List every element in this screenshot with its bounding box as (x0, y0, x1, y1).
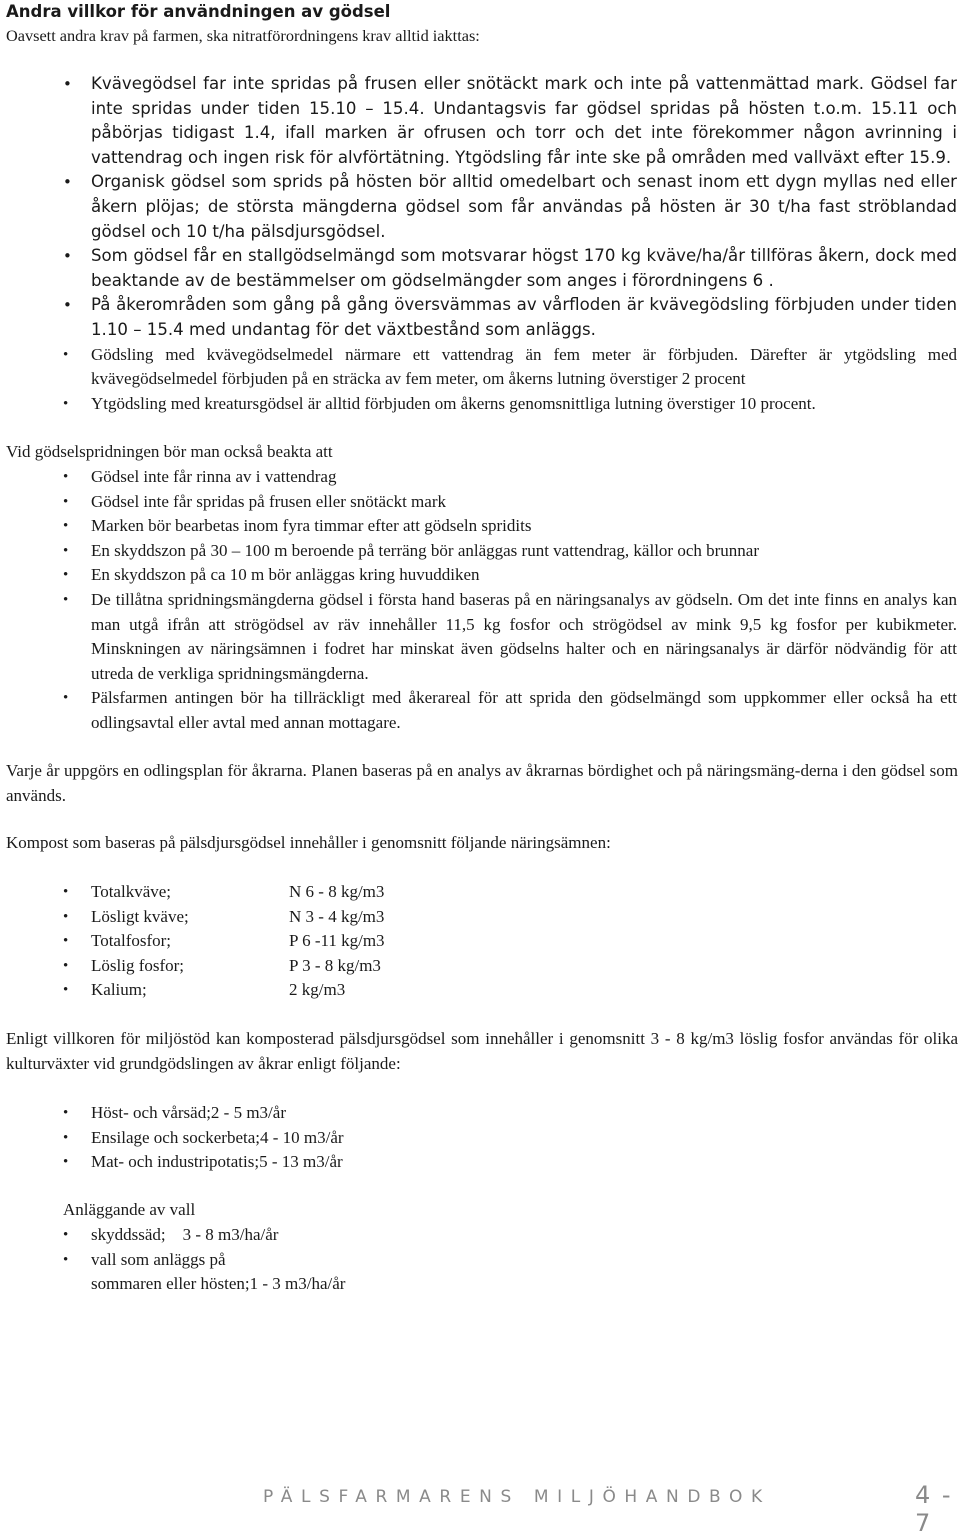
page-number: 4 - 7 (915, 1481, 953, 1537)
bullet-icon: • (63, 1227, 69, 1243)
cultivation-plan-paragraph: Varje år uppgörs en odlingsplan för åkrarna. Planen baseras på en analys av åkrarnas bördighet och på näringsmäng-derna i den gödsel som används. (6, 761, 958, 805)
page-heading: Andra villkor för användningen av gödsel (6, 2, 391, 21)
vall-dosage-list (63, 1223, 345, 1297)
list-item: • Kalium; 2 kg/m3 (63, 978, 385, 1003)
bullet-icon: • (63, 518, 69, 535)
list-item: • Pälsfarmen antingen bör ha tillräckligt med åkerareal för att sprida den gödselmängd som uppkommer eller också ha ett odlingsavtal eller avtal med annan mottagare. (63, 688, 957, 732)
list-item: • Ensilage och sockerbeta;4 - 10 m3/år (63, 1126, 344, 1151)
bullet-icon: • (63, 982, 69, 999)
list-item: sommaren eller hösten;1 - 3 m3/ha/år (91, 1274, 346, 1294)
list-item: • Gödsling med kvävegödselmedel närmare ett vattendrag än fem meter är förbjuden. Därefter är ytgödsling med kvävegödselmedel förbjuden på en sträcka av fem meter, om åkerns lutning överstiger 2 procent (63, 344, 957, 389)
list-item: • vall som anläggs på (63, 1248, 345, 1273)
bullet-icon: • (63, 1105, 69, 1121)
list-item: • Gödsel inte får rinna av i vattendrag (63, 465, 957, 490)
bullet-icon: • (63, 542, 69, 559)
list-item: • Totalkväve; N 6 - 8 kg/m3 (63, 880, 385, 905)
list-item: • Totalfosfor; P 6 -11 kg/m3 (63, 929, 385, 954)
bullet-icon: • (63, 884, 69, 900)
environmental-terms-paragraph: Enligt villkoren för miljöstöd kan komposterad pälsdjursgödsel som innehåller i genomsnitt 3 - 8 kg/m3 löslig fosfor användas för olika kulturväxter vid grundgödslingen av åkrar enligt följande: (6, 1029, 958, 1073)
bullet-icon: • (63, 346, 69, 363)
bullet-icon: • (63, 591, 69, 608)
bullet-icon: • (63, 493, 69, 510)
bullet-icon: • (63, 957, 69, 974)
bullet-icon: • (63, 690, 69, 707)
list-item: • Gödsel inte får spridas på frusen eller snötäckt mark (63, 490, 957, 515)
list-item: • Kvävegödsel far inte spridas på frusen eller snötäckt mark och inte på vattenmättad mark. Gödsel far inte spridas under tiden 15.10 – 15.4. Undantagsvis far gödsel spridas på hösten t.o.m. 15.11 och påbörjas tidigast 1.4, ifall marken är ofrusen och torr och det inte förekommer någon avrinning i vattendrag och ingen risk för alvförtätning. Ytgödsling får inte ske på områden med vallväxt efter 15.9. (63, 74, 957, 167)
list-item: • Marken bör bearbetas inom fyra timmar efter att gödseln spridits (63, 514, 957, 539)
crop-dosage-list (63, 1101, 344, 1175)
bullet-icon: • (63, 75, 72, 93)
list-item: • En skyddszon på ca 10 m bör anläggas kring huvuddiken (63, 563, 957, 588)
bullet-icon: • (63, 1251, 69, 1268)
bullet-icon: • (63, 469, 69, 485)
bullet-icon: • (63, 395, 69, 412)
bullet-icon: • (63, 296, 72, 315)
footer-title: PÄLSFARMARENS MILJÖHANDBOK (263, 1487, 771, 1507)
list-item: • Lösligt kväve; N 3 - 4 kg/m3 (63, 905, 385, 930)
list-item: • Som gödsel får en stallgödselmängd som motsvarar högst 170 kg kväve/ha/år tillföras åkern, dock med beaktande av de bestämmelser om gödselmängder som anges i förordningens 6 . (63, 246, 957, 290)
list-item: • En skyddszon på 30 – 100 m beroende på terräng bör anläggas runt vattendrag, källor och brunnar (63, 539, 957, 564)
nutrient-list (63, 880, 385, 1003)
list-item: • Ytgödsling med kreatursgödsel är alltid förbjuden om åkerns genomsnittliga lutning överstiger 10 procent. (63, 392, 957, 417)
list-item: • Organisk gödsel som sprids på hösten bör alltid omedelbart och senast inom ett dygn myllas ned eller åkern plöjas; de största mängderna gödsel som får användas på hösten är 30 t/ha fast ströblandad gödsel och 10 t/ha pälsdjursgödsel. (63, 172, 957, 241)
compost-paragraph: Kompost som baseras på pälsdjursgödsel innehåller i genomsnitt följande näringsämnen: (6, 833, 611, 852)
bullet-icon: • (63, 247, 72, 266)
nitrate-rules-list (63, 72, 957, 416)
list-item: • Höst- och vårsäd;2 - 5 m3/år (63, 1101, 344, 1126)
list-item: • De tillåtna spridningsmängderna gödsel i första hand baseras på en näringsanalys av gödseln. Om det inte finns en analys kan man utgå ifrån att strögödsel av räv innehåller 11,5 kg fosfor och strögödsel av mink 9,5 kg fosfor per kubikmeter. Minskningen av näringsämnen i fodret har minskat även gödselns halter och en näringsanalys är därför nödvändig för att utreda de verkliga spridningsmängderna. (63, 589, 957, 683)
list-item: • Löslig fosfor; P 3 - 8 kg/m3 (63, 954, 385, 979)
intro-text: Oavsett andra krav på farmen, ska nitratförordningens krav alltid iakttas: (6, 26, 480, 45)
consider-paragraph: Vid gödselspridningen bör man också beakta att (6, 442, 333, 461)
list-item: • skyddssäd; 3 - 8 m3/ha/år (63, 1223, 345, 1248)
bullet-icon: • (63, 567, 69, 584)
bullet-icon: • (63, 173, 72, 192)
bullet-icon: • (63, 933, 69, 950)
bullet-icon: • (63, 908, 69, 925)
bullet-icon: • (63, 1129, 69, 1146)
bullet-icon: • (63, 1154, 69, 1171)
spreading-considerations-list (63, 465, 957, 736)
vall-heading: Anläggande av vall (63, 1200, 196, 1219)
list-item: • Mat- och industripotatis;5 - 13 m3/år (63, 1150, 344, 1175)
list-item: • På åkerområden som gång på gång översvämmas av vårfloden är kvävegödsling förbjuden under tiden 1.10 – 15.4 med undantag för det växtbestånd som anläggs. (63, 295, 957, 339)
